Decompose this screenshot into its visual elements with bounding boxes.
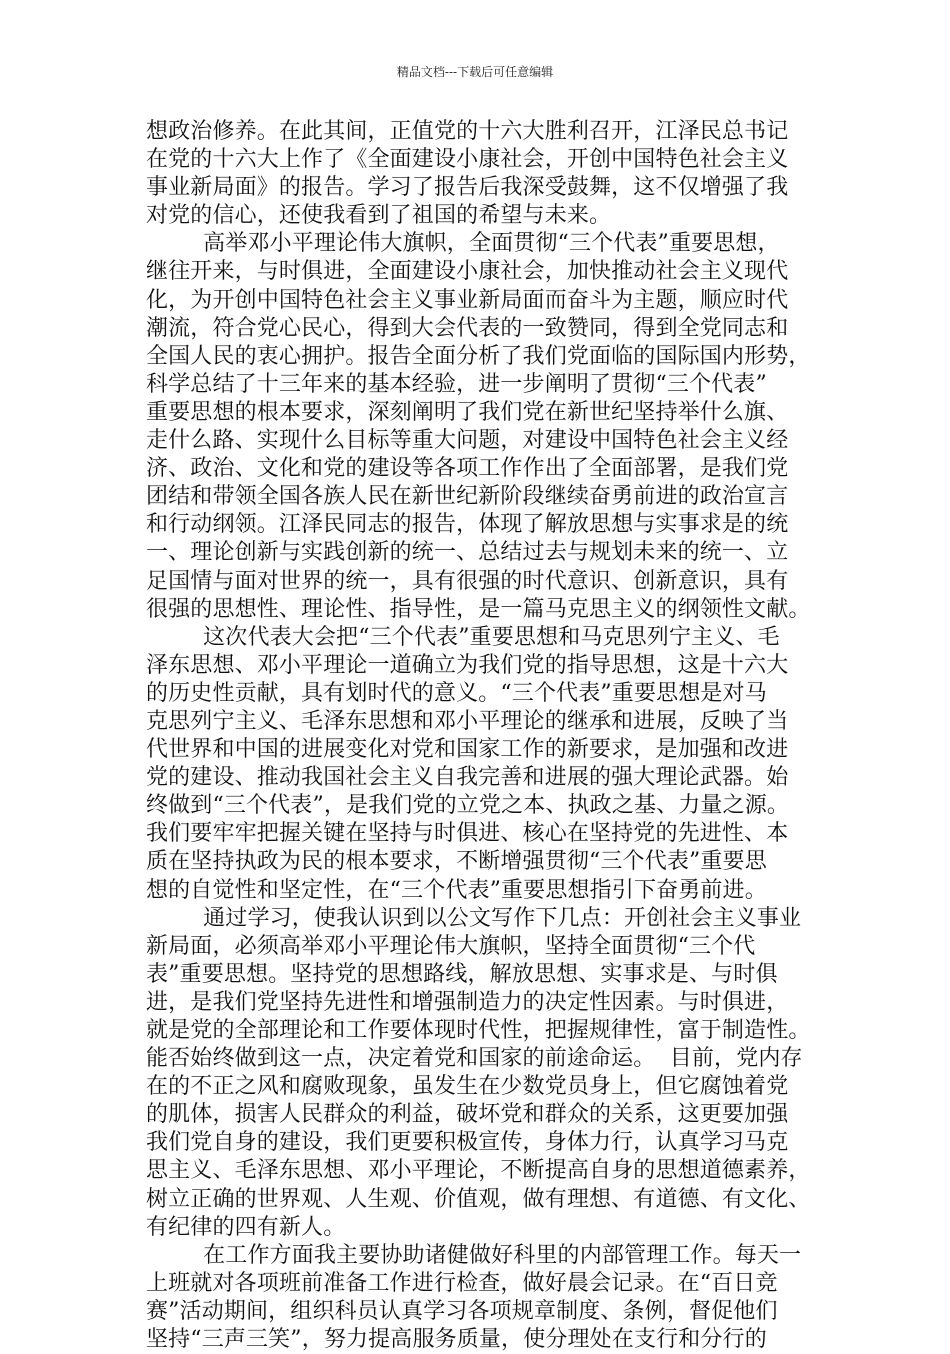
- text-line: 很强的思想性、理论性、指导性，是一篇马克思主义的纲领性文献。: [146, 596, 811, 622]
- text-line: 科学总结了十三年来的基本经验，进一步阐明了贯彻“三个代表”: [146, 371, 767, 397]
- document-body: [146, 118, 812, 1354]
- text-line: 团结和带领全国各族人民在新世纪新阶段继续奋勇前进的政治宣言: [146, 484, 789, 510]
- text-line: 一、理论创新与实践创新的统一、总结过去与规划未来的统一、立: [146, 540, 789, 566]
- page-header: 精品文档---下载后可任意编辑: [396, 65, 554, 79]
- text-line: 继往开来，与时俱进，全面建设小康社会，加快推动社会主义现代: [146, 259, 789, 285]
- text-line: 潮流，符合党心民心，得到大会代表的一致赞同，得到全党同志和: [146, 315, 789, 341]
- text-line: 在党的十六大上作了《全面建设小康社会，开创中国特色社会主义: [146, 147, 789, 173]
- text-line: 想政治修养。在此其间，正值党的十六大胜利召开，江泽民总书记: [146, 119, 789, 144]
- text-line: 泽东思想、邓小平理论一道确立为我们党的指导思想，这是十六大: [146, 652, 789, 678]
- text-line: 事业新局面》的报告。学习了报告后我深受鼓舞，这不仅增强了我: [146, 175, 789, 201]
- text-line: 思主义、毛泽东思想、邓小平理论，不断提高自身的思想道德素养，: [146, 1158, 811, 1184]
- text-line: 重要思想的根本要求，深刻阐明了我们党在新世纪坚持举什么旗、: [146, 399, 789, 425]
- text-line: 树立正确的世界观、人生观、价值观，做有理想、有道德、有文化、: [146, 1186, 811, 1212]
- text-line: 党的建设、推动我国社会主义自我完善和进展的强大理论武器。始: [146, 765, 789, 791]
- text-line: 化，为开创中国特色社会主义事业新局面而奋斗为主题，顺应时代: [146, 287, 789, 313]
- text-line: 通过学习，使我认识到以公文写作下几点：开创社会主义事业: [146, 905, 802, 931]
- text-line: 这次代表大会把“三个代表”重要思想和马克思列宁主义、毛: [146, 624, 780, 650]
- text-line: 足国情与面对世界的统一，具有很强的时代意识、创新意识，具有: [146, 568, 789, 594]
- text-line: 我们党自身的建设，我们更要积极宣传，身体力行，认真学习马克: [146, 1130, 789, 1156]
- text-line: 对党的信心，还使我看到了祖国的希望与未来。: [146, 203, 612, 229]
- text-line: 能否始终做到这一点，决定着党和国家的前途命运。 目前，党内存: [146, 1046, 803, 1072]
- text-line: 克思列宁主义、毛泽东思想和邓小平理论的继承和进展，反映了当: [146, 708, 789, 734]
- text-line: 就是党的全部理论和工作要体现时代性，把握规律性，富于制造性。: [146, 1018, 811, 1043]
- text-line: 表”重要思想。坚持党的思想路线，解放思想、实事求是、与时俱: [146, 961, 778, 987]
- text-line: 进，是我们党坚持先进性和增强制造力的决定性因素。与时俱进，: [146, 989, 789, 1015]
- text-line: 走什么路、实现什么目标等重大问题，对建设中国特色社会主义经: [146, 428, 789, 454]
- text-line: 全国人民的衷心拥护。报告全面分析了我们党面临的国际国内形势，: [146, 343, 811, 369]
- text-line: 的肌体，损害人民群众的利益，破坏党和群众的关系，这更要加强: [146, 1102, 789, 1128]
- text-line: 代世界和中国的进展变化对党和国家工作的新要求，是加强和改进: [146, 737, 789, 763]
- text-line: 高举邓小平理论伟大旗帜，全面贯彻“三个代表”重要思想，: [146, 231, 780, 257]
- text-line: 有纪律的四有新人。: [146, 1214, 346, 1240]
- text-line: 济、政治、文化和党的建设等各项工作作出了全面部署，是我们党: [146, 456, 789, 482]
- text-line: 和行动纲领。江泽民同志的报告，体现了解放思想与实事求是的统: [146, 512, 789, 538]
- text-line: 赛”活动期间，组织科员认真学习各项规章制度、条例，督促他们: [146, 1298, 778, 1324]
- text-line: 的历史性贡献，具有划时代的意义。“三个代表”重要思想是对马: [146, 680, 767, 706]
- text-line: 想的自觉性和坚定性，在“三个代表”重要思想指引下奋勇前进。: [146, 877, 767, 903]
- text-line: 质在坚持执政为民的根本要求，不断增强贯彻“三个代表”重要思: [146, 849, 767, 875]
- text-line: 坚持“三声三笑”，努力提高服务质量，使分理处在支行和分行的: [146, 1327, 767, 1353]
- text-line: 在工作方面我主要协助诸健做好科里的内部管理工作。每天一: [146, 1242, 802, 1268]
- text-line: 终做到“三个代表”，是我们党的立党之本、执政之基、力量之源。: [146, 793, 789, 819]
- text-line: 上班就对各项班前准备工作进行检查，做好晨会记录。在“百日竞: [146, 1270, 778, 1296]
- text-line: 在的不正之风和腐败现象，虽发生在少数党员身上，但它腐蚀着党: [146, 1074, 789, 1100]
- text-line: 我们要牢牢把握关键在坚持与时俱进、核心在坚持党的先进性、本: [146, 821, 789, 847]
- text-line: 新局面，必须高举邓小平理论伟大旗帜，坚持全面贯彻“三个代: [146, 933, 756, 959]
